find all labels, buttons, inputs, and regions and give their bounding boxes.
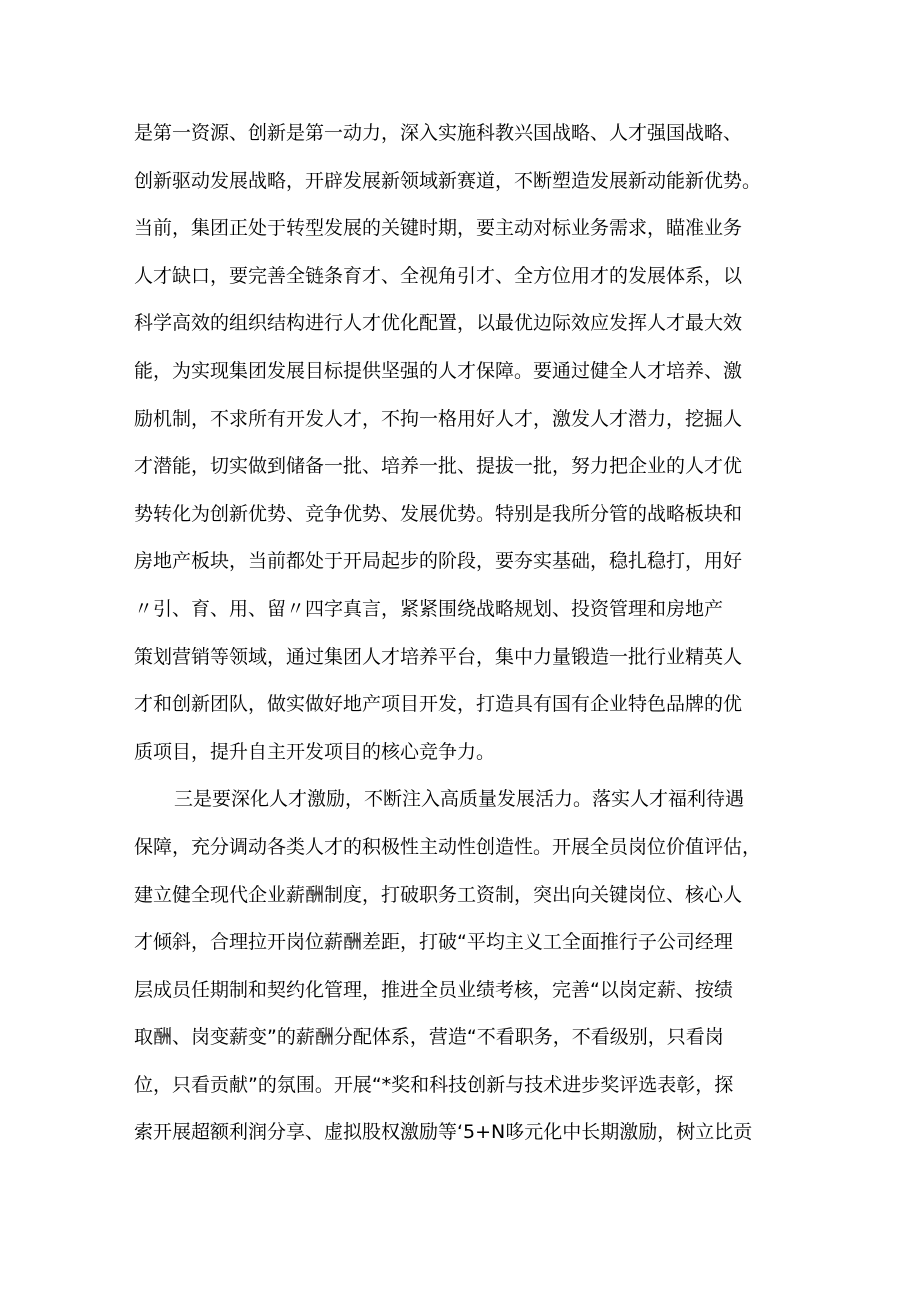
text-line: 当前，集团正处于转型发展的关键时期，要主动对标业务需求，瞄准业务 [134,217,743,240]
text-line: 科学高效的组织结构进行人才优化配置，以最优边际效应发挥人才最大效 [134,312,743,335]
text-line: 保障，充分调动各类人才的积极性主动性创造性。开展全员岗位价值评估， [134,835,762,858]
text-line: 〃引、育、用、留〃四字真言，紧紧围绕战略规划、投资管理和房地产 [134,597,724,620]
text-line: 创新驱动发展战略，开辟发展新领域新赛道，不断塑造发展新动能新优势。 [134,169,762,192]
text-line: 索开展超额利润分享、虚拟股权激励等‘5+N哆元化中长期激励，树立比贡 [134,1121,753,1144]
text-line: 层成员任期制和契约化管理，推进全员业绩考核，完善“以岗定薪、按绩 [134,978,733,1001]
text-line: 是第一资源、创新是第一动力，深入实施科教兴国战略、人才强国战略、 [134,122,743,144]
paragraph-start-line: 三是要深化人才激励，不断注入高质量发展活力。落实人才福利待遇 [174,788,745,811]
body-text [134,110,794,1157]
text-line: 建立健全现代企业薪酬制度，打破职务工资制，突出向关键岗位、核心人 [134,883,743,906]
text-line: 房地产板块，当前都处于开局起步的阶段，要夯实基础，稳扎稳打，用好 [134,550,743,573]
text-line: 人才缺口，要完善全链条育才、全视角引才、全方位用才的发展体系，以 [134,264,743,287]
text-line: 质项目，提升自主开发项目的核心竞争力。 [134,740,496,763]
text-line: 位，只看贡献”的氛围。开展“*奖和科技创新与技术进步奖评选表彰，探 [134,1073,734,1096]
text-line: 能，为实现集团发展目标提供坚强的人才保障。要通过健全人才培养、激 [134,359,743,382]
text-line: 势转化为创新优势、竞争优势、发展优势。特别是我所分管的战略板块和 [134,502,743,525]
text-line: 取酬、岗变薪变”的薪酬分配体系，营造“不看职务，不看级别，只看岗 [134,1026,724,1049]
text-line: 励机制，不求所有开发人才，不拘一格用好人才，激发人才潜力，挖掘人 [134,407,743,430]
text-line: 才倾斜，合理拉开岗位薪酬差距，打破“平均主义工全面推行子公司经理 [134,931,733,954]
text-line: 才和创新团队，做实做好地产项目开发，打造具有国有企业特色品牌的优 [134,693,743,716]
text-line: 才潜能，切实做到储备一批、培养一批、提拔一批，努力把企业的人才优 [134,455,743,478]
text-line: 策划营销等领域，通过集团人才培养平台，集中力量锻造一批行业精英人 [134,645,743,668]
